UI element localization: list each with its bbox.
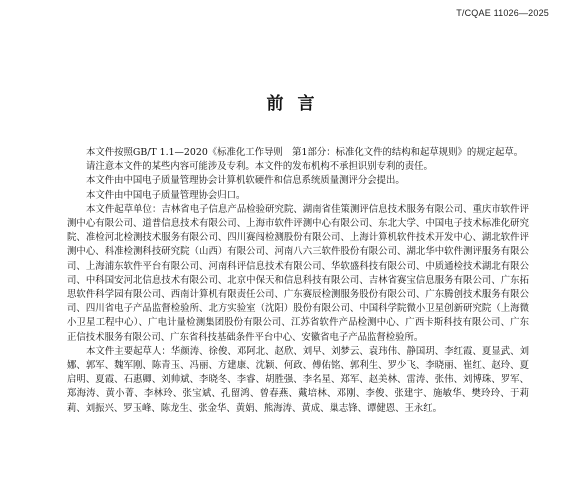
page-title: 前言 bbox=[266, 94, 329, 114]
document-body bbox=[67, 146, 529, 416]
standard-code: T/CQAE 11026—2025 bbox=[456, 8, 549, 18]
paragraph-drafting-rules: 本文件按照GB/T 1.1—2020《标准化工作导则 第1部分：标准化文件的结构和起草规则》的规定起草。 bbox=[86, 147, 524, 158]
paragraph-drafters: 本文件主要起草人：华颜涛、徐俊、邓阿北、赵欣、刘早、刘梦云、袁玮伟、静国玥、李红霞、夏显武、刘娜、郭军、魏军刚、陈青玉、冯丽、方建康、沈颖、何政、傅佑铭、郭利生、罗少飞、李晓丽、崔红、赵玲、夏启明、夏霞、石惠卿、刘帅斌、李晓冬、李睿、胡胜强、李名星、郑军、赵美林、雷涛、张伟、刘博珠、罗军、郑海涛、黄小菁、李林玲、张宝斌、孔留鸿、曾春燕、戴培林、邓刚、李俊、张建宇、施敏华、樊玲玲、于莉莉、刘振兴、罗玉峰、陈龙生、张金华、黄娟、熊海涛、黄成、巢志锋、谭健恩、王永红。 bbox=[67, 345, 529, 414]
paragraph-drafting-units: 本文件起草单位：吉林省电子信息产品检验研究院、湖南省佳策测评信息技术服务有限公司、重庆市软件评测中心有限公司、道普信息技术有限公司、上海市软件评测中心有限公司、东北大学、中国电子技术标准化研究院、准检河北检测技术服务有限公司、四川赛闯检测股份有限公司、上海计算机软件技术开发中心、湖北软件评测中心、科准检测科技研究院（山西）有限公司、河南八六三软件股份有限公司、湖北华中软件测评服务有限公司、上海浦东软件平台有限公司、河南科评信息技术有限公司、华软盛科技有限公司、中质通检技术湖北有限公司、中科国安河北信息技术有限公司、北京中保天和信息科技有限公司、吉林省赛宝信息服务有限公司、广东拓思软件科学园有限公司、西南计算机有限责任公司、广东赛辰检测服务股份有限公司、广东腾创技术服务有限公司、四川省电子产品监督检验所、北方实验室（沈阳）股份有限公司、中国科学院微小卫星创新研究院（上海微小卫星工程中心）、广电计量检测集团股份有限公司、江苏省软件产品检测中心、广西卡斯科技有限公司、广东正信技术服务有限公司、广东省科技基础条件平台中心、安徽省电子产品监督检验所。 bbox=[67, 203, 529, 343]
paragraph-administrator: 本文件由中国电子质量管理协会归口。 bbox=[86, 189, 246, 201]
paragraph-proposer: 本文件由中国电子质量管理协会计算机软硬件和信息系统质量测评分会提出。 bbox=[86, 175, 405, 187]
paragraph-patent-notice: 请注意本文件的某些内容可能涉及专利。本文件的发布机构不承担识别专利的责任。 bbox=[86, 161, 433, 173]
